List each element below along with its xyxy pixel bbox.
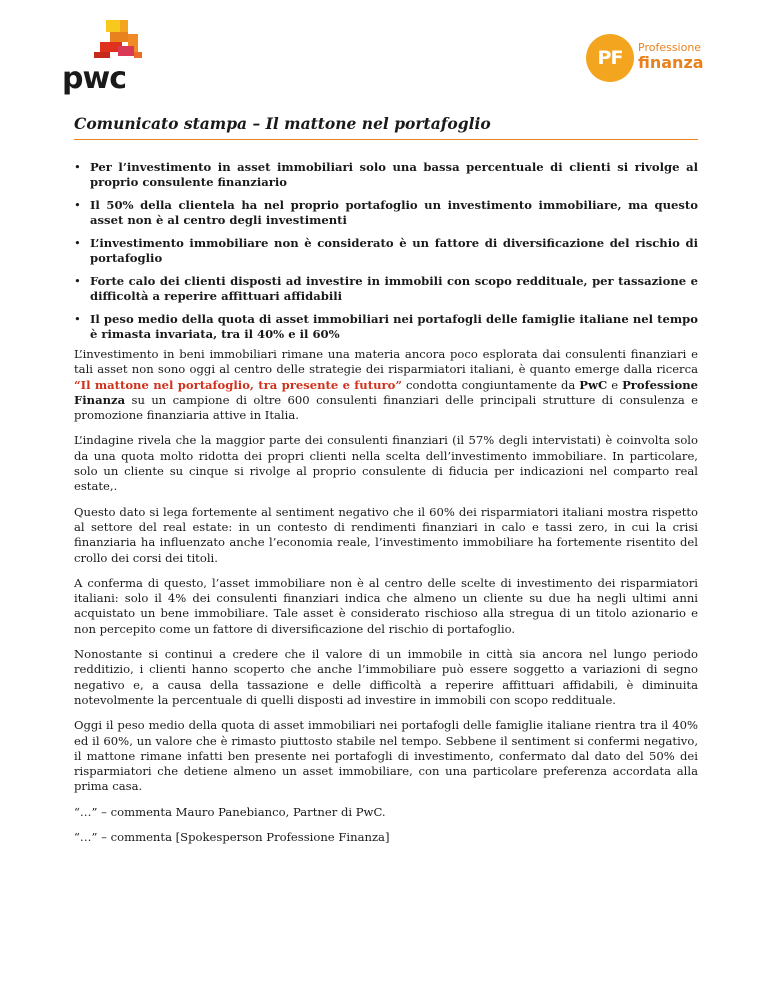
key-point: • Per l’investimento in asset immobiliari solo una bassa percentuale di clienti si rivolge al proprio consulente finanziario <box>74 160 698 190</box>
quote-pwc: “…” – commenta Mauro Panebianco, Partner di PwC. <box>74 804 386 819</box>
paragraph-value: Nonostante si continui a credere che il valore di un immobile in città sia ancora nel lungo periodo redditizio, i clienti hanno scoperto che anche l’immobiliare può essere soggetto a variazioni di segno negativo e, a causa della tassazione e delle difficoltà a reperire affittuari affidabili, è diminuita notevolmente la percentuale di quelli disposti ad investire in immobili con scopo reddituale. <box>74 647 698 707</box>
pf-logo-wordmark <box>638 41 704 71</box>
key-point: • Forte calo dei clienti disposti ad investire in immobili con scopo reddituale, per tassazione e difficoltà a reperire affittuari affidabili <box>74 274 698 304</box>
pwc-name: PwC <box>579 377 608 392</box>
pf-logo-line2: finanza <box>638 53 704 72</box>
document-title: Comunicato stampa – Il mattone nel portafoglio <box>74 114 698 140</box>
pf-logo-mark: PF <box>586 34 634 82</box>
professione-finanza-logo <box>586 34 716 86</box>
key-point: • Il peso medio della quota di asset immobiliari nei portafogli delle famiglie italiane nel tempo è rimasta invariata, tra il 40% e il 60% <box>74 312 698 342</box>
paragraph-sentiment: Questo dato si lega fortemente al sentiment negativo che il 60% dei risparmiatori italiani mostra rispetto al settore del real estate: in un contesto di rendimenti finanziari in calo e tassi zero, in cui la crisi finanziaria ha influenzato anche l’economia reale, l’investimento immobiliare ha fortemente risentito del crollo dei corsi dei titoli. <box>74 504 698 565</box>
paragraph-confirmation: A conferma di questo, l’asset immobiliare non è al centro delle scelte di investimento dei risparmiatori italiani: solo il 4% dei consulenti finanziari indica che almeno un cliente su due ha negli ultimi anni acquistato un bene immobiliare. Tale asset è considerato rischioso alla stregua di un titolo azionario e non percepito come un fattore di diversificazione del rischio di portafoglio. <box>74 575 698 636</box>
pwc-logo-text: pwc <box>62 61 126 96</box>
study-title: “Il mattone nel portafoglio, tra presente e futuro” <box>74 377 403 392</box>
key-point: • Il 50% della clientela ha nel proprio portafoglio un investimento immobiliare, ma questo asset non è al centro degli investimenti <box>74 198 698 228</box>
paragraph-portfolio-weight: Oggi il peso medio della quota di asset immobiliari nei portafogli delle famiglie italiane rientra tra il 40% ed il 60%, un valore che è rimasto piuttosto stabile nel tempo. Sebbene il sentiment si confermi negativo, il mattone rimane infatti ben presente nei portafogli di investimento, confermato dal dato del 50% dei risparmiatori che detiene almeno un asset immobiliare, con una particolare preferenza accordata alla prima casa. <box>74 718 698 794</box>
intro-text-b: condotta congiuntamente da <box>402 377 580 392</box>
key-points-list <box>74 160 698 350</box>
key-point: • L’investimento immobiliare non è considerato è un fattore di diversificazione del rischio di portafoglio <box>74 236 698 266</box>
pwc-logo <box>60 16 160 96</box>
body-text <box>74 347 698 855</box>
intro-text-c: e <box>607 377 623 392</box>
pf-name: Professione Finanza <box>74 377 698 407</box>
paragraph-findings: L’indagine rivela che la maggior parte dei consulenti finanziari (il 57% degli intervistati) è coinvolta solo da una quota molto ridotta dei propri clienti nella scelta dell’investimento immobiliare. In particolare, solo un cliente su cinque si rivolge al proprio consulente di fiducia per indicazioni nel comparto real estate,. <box>74 433 698 494</box>
intro-text-d: su un campione di oltre 600 consulenti finanziari delle principali strutture di consulenza e promozione finanziaria attive in Italia. <box>74 392 698 423</box>
quote-professione-finanza: “…” – commenta [Spokesperson Professione Finanza] <box>74 830 390 845</box>
pf-logo-line1: Professione <box>638 41 702 54</box>
paragraph-intro <box>74 347 698 423</box>
intro-text-a: L’investimento in beni immobiliari rimane una materia ancora poco esplorata dai consulenti finanziari e tali asset non sono oggi al centro delle strategie dei risparmiatori italiani, è quanto emerge dalla ricerca <box>74 347 698 377</box>
